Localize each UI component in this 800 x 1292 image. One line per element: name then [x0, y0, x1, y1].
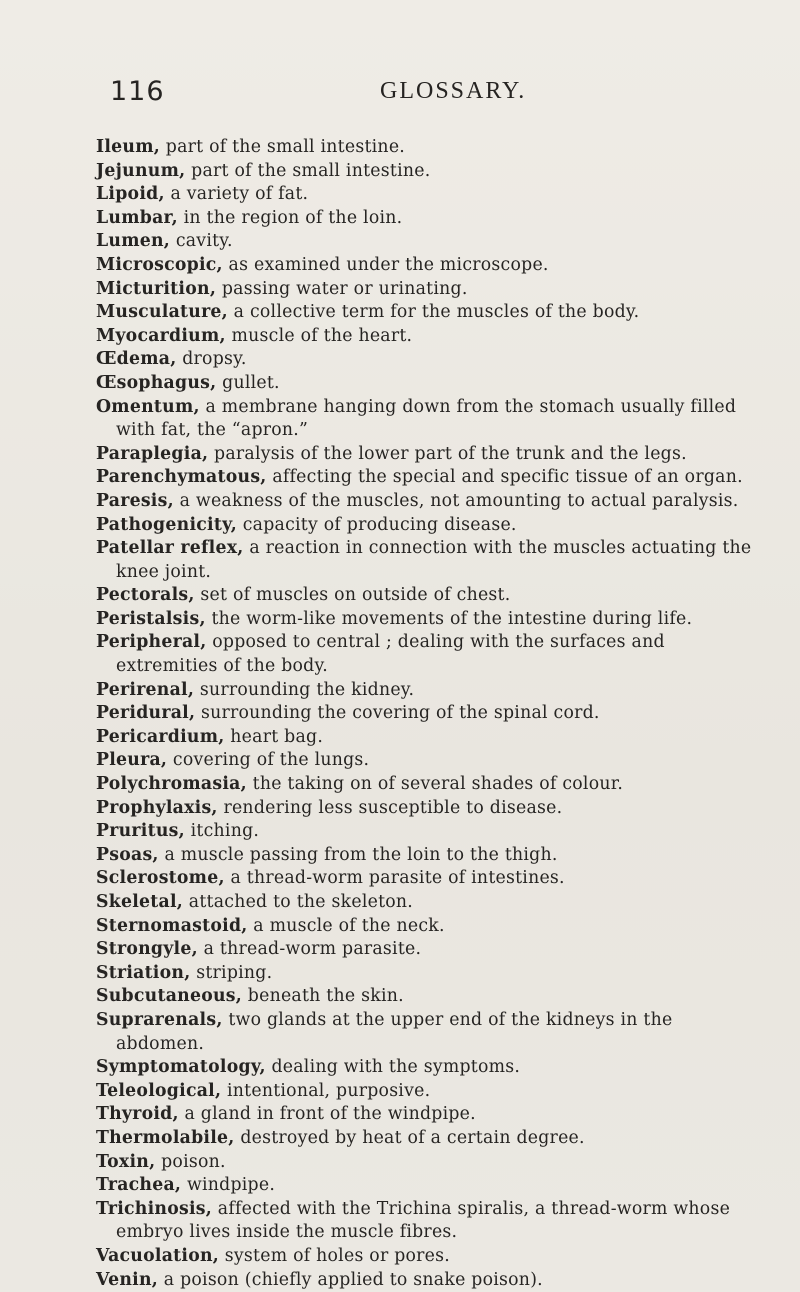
glossary-term: Pleura,: [96, 750, 167, 770]
glossary-definition: itching.: [185, 821, 259, 841]
glossary-entry: [96, 372, 766, 396]
glossary-definition: poison.: [155, 1152, 225, 1172]
glossary-entry: [96, 348, 766, 372]
glossary-term: Prophylaxis,: [96, 798, 218, 818]
glossary-definition: gullet.: [216, 373, 279, 393]
glossary-entry: [96, 631, 766, 678]
glossary-entry: [96, 301, 766, 325]
glossary-term: Sclerostome,: [96, 868, 225, 888]
glossary-definition: affected with the Trichina spiralis, a thread-worm whose embryo lives inside the muscle fibres.: [116, 1199, 730, 1243]
glossary-term: Trachea,: [96, 1175, 181, 1195]
glossary-term: Peripheral,: [96, 632, 206, 652]
glossary-definition: covering of the lungs.: [167, 750, 369, 770]
glossary-definition: as examined under the microscope.: [223, 255, 549, 275]
glossary-term: Peridural,: [96, 703, 195, 723]
page-header: [110, 76, 750, 116]
glossary-term: Vacuolation,: [96, 1246, 219, 1266]
glossary-entry: [96, 844, 766, 868]
glossary-definition: passing water or urinating.: [216, 279, 468, 299]
glossary-term: Myocardium,: [96, 326, 226, 346]
glossary-entry: [96, 1245, 766, 1269]
glossary-term: Teleological,: [96, 1081, 221, 1101]
glossary-definition: a poison (chiefly applied to snake poison).: [158, 1270, 543, 1290]
glossary-term: Polychromasia,: [96, 774, 247, 794]
glossary-definition: intentional, purposive.: [221, 1081, 430, 1101]
glossary-entry: [96, 1198, 766, 1245]
glossary-entry: [96, 1080, 766, 1104]
glossary-definition: rendering less susceptible to disease.: [218, 798, 563, 818]
glossary-entry: [96, 1056, 766, 1080]
glossary-entry: [96, 726, 766, 750]
glossary-entry: [96, 1103, 766, 1127]
glossary-definition: a muscle of the neck.: [248, 916, 445, 936]
glossary-term: Trichinosis,: [96, 1199, 212, 1219]
glossary-term: Subcutaneous,: [96, 986, 242, 1006]
glossary-definition: windpipe.: [181, 1175, 275, 1195]
glossary-entry: [96, 820, 766, 844]
glossary-term: Perirenal,: [96, 680, 194, 700]
glossary-entry: [96, 608, 766, 632]
glossary-entry: [96, 749, 766, 773]
glossary-definition: in the region of the loin.: [178, 208, 402, 228]
glossary-definition: a collective term for the muscles of the body.: [228, 302, 639, 322]
glossary-term: Parenchymatous,: [96, 467, 267, 487]
glossary-definition: beneath the skin.: [242, 986, 404, 1006]
glossary-definition: a gland in front of the windpipe.: [179, 1104, 476, 1124]
glossary-term: Toxin,: [96, 1152, 155, 1172]
glossary-definition: a membrane hanging down from the stomach usually filled with fat, the “apron.”: [116, 397, 736, 441]
glossary-entry: [96, 207, 766, 231]
glossary-entry: [96, 490, 766, 514]
glossary-entry: [96, 938, 766, 962]
glossary-entry: [96, 136, 766, 160]
glossary-entry: [96, 160, 766, 184]
glossary-definition: capacity of producing disease.: [237, 515, 517, 535]
glossary-entry: [96, 702, 766, 726]
glossary-definition: the taking on of several shades of colour.: [247, 774, 623, 794]
glossary-definition: a variety of fat.: [165, 184, 309, 204]
glossary-definition: system of holes or pores.: [219, 1246, 450, 1266]
glossary-definition: dealing with the symptoms.: [266, 1057, 520, 1077]
glossary-definition: a thread-worm parasite of intestines.: [225, 868, 565, 888]
glossary-definition: dropsy.: [176, 349, 246, 369]
glossary-term: Strongyle,: [96, 939, 198, 959]
glossary-term: Venin,: [96, 1270, 158, 1290]
glossary-definition: the worm-like movements of the intestine during life.: [206, 609, 693, 629]
glossary-entry: [96, 867, 766, 891]
glossary-entry: [96, 584, 766, 608]
glossary-entry: [96, 797, 766, 821]
glossary-definition: striping.: [190, 963, 272, 983]
glossary-definition: muscle of the heart.: [226, 326, 413, 346]
glossary-definition: two glands at the upper end of the kidneys in the abdomen.: [116, 1010, 672, 1054]
glossary-definition: part of the small intestine.: [160, 137, 405, 157]
glossary-entry: [96, 679, 766, 703]
glossary-entry: [96, 1151, 766, 1175]
glossary-definition: destroyed by heat of a certain degree.: [235, 1128, 585, 1148]
glossary-term: Musculature,: [96, 302, 228, 322]
glossary-entry: [96, 1174, 766, 1198]
glossary-definition: surrounding the kidney.: [194, 680, 414, 700]
glossary-term: Patellar reflex,: [96, 538, 244, 558]
glossary-definition: set of muscles on outside of chest.: [195, 585, 511, 605]
glossary-entry: [96, 278, 766, 302]
glossary-term: Thermolabile,: [96, 1128, 235, 1148]
glossary-term: Suprarenals,: [96, 1010, 223, 1030]
glossary-term: Psoas,: [96, 845, 159, 865]
glossary-definition: a thread-worm parasite.: [198, 939, 421, 959]
glossary-term: Omentum,: [96, 397, 200, 417]
glossary-term: Skeletal,: [96, 892, 183, 912]
glossary-entry: [96, 537, 766, 584]
glossary-entry: [96, 891, 766, 915]
glossary-term: Micturition,: [96, 279, 216, 299]
glossary-entry: [96, 1009, 766, 1056]
glossary-definition: paralysis of the lower part of the trunk and the legs.: [208, 444, 687, 464]
glossary-term: Pectorals,: [96, 585, 195, 605]
glossary-entry: [96, 915, 766, 939]
glossary-term: Œdema,: [96, 349, 176, 369]
running-title: GLOSSARY.: [380, 78, 526, 105]
glossary-definition: a muscle passing from the loin to the thigh.: [159, 845, 558, 865]
glossary-entry: [96, 254, 766, 278]
glossary-entry: [96, 773, 766, 797]
glossary-definition: attached to the skeleton.: [183, 892, 413, 912]
glossary-entry: [96, 514, 766, 538]
glossary-entry: [96, 1269, 766, 1292]
glossary-term: Paraplegia,: [96, 444, 208, 464]
glossary-term: Pruritus,: [96, 821, 185, 841]
glossary-term: Striation,: [96, 963, 190, 983]
glossary-definition: heart bag.: [225, 727, 324, 747]
glossary-entry: [96, 962, 766, 986]
glossary-term: Pericardium,: [96, 727, 225, 747]
glossary-term: Microscopic,: [96, 255, 223, 275]
glossary-definition: cavity.: [170, 231, 233, 251]
glossary-entry: [96, 1127, 766, 1151]
glossary-entry: [96, 325, 766, 349]
glossary-definition: affecting the special and specific tissue of an organ.: [267, 467, 743, 487]
glossary-entry: [96, 396, 766, 443]
glossary-definition: a reaction in connection with the muscles actuating the knee joint.: [116, 538, 751, 582]
glossary-term: Symptomatology,: [96, 1057, 266, 1077]
glossary-term: Peristalsis,: [96, 609, 206, 629]
glossary-entries: [96, 136, 766, 1292]
glossary-definition: part of the small intestine.: [185, 161, 430, 181]
glossary-entry: [96, 443, 766, 467]
glossary-term: Paresis,: [96, 491, 174, 511]
glossary-entry: [96, 466, 766, 490]
glossary-term: Pathogenicity,: [96, 515, 237, 535]
glossary-term: Thyroid,: [96, 1104, 179, 1124]
glossary-term: Sternomastoid,: [96, 916, 248, 936]
glossary-entry: [96, 230, 766, 254]
glossary-term: Lumen,: [96, 231, 170, 251]
glossary-term: Jejunum,: [96, 161, 185, 181]
glossary-term: Œsophagus,: [96, 373, 216, 393]
page-number: 116: [110, 76, 165, 107]
glossary-definition: a weakness of the muscles, not amounting to actual paralysis.: [174, 491, 739, 511]
glossary-term: Lumbar,: [96, 208, 178, 228]
glossary-definition: opposed to central ; dealing with the surfaces and extremities of the body.: [116, 632, 665, 676]
glossary-definition: surrounding the covering of the spinal cord.: [195, 703, 599, 723]
glossary-entry: [96, 985, 766, 1009]
glossary-term: Lipoid,: [96, 184, 165, 204]
glossary-entry: [96, 183, 766, 207]
glossary-term: Ileum,: [96, 137, 160, 157]
